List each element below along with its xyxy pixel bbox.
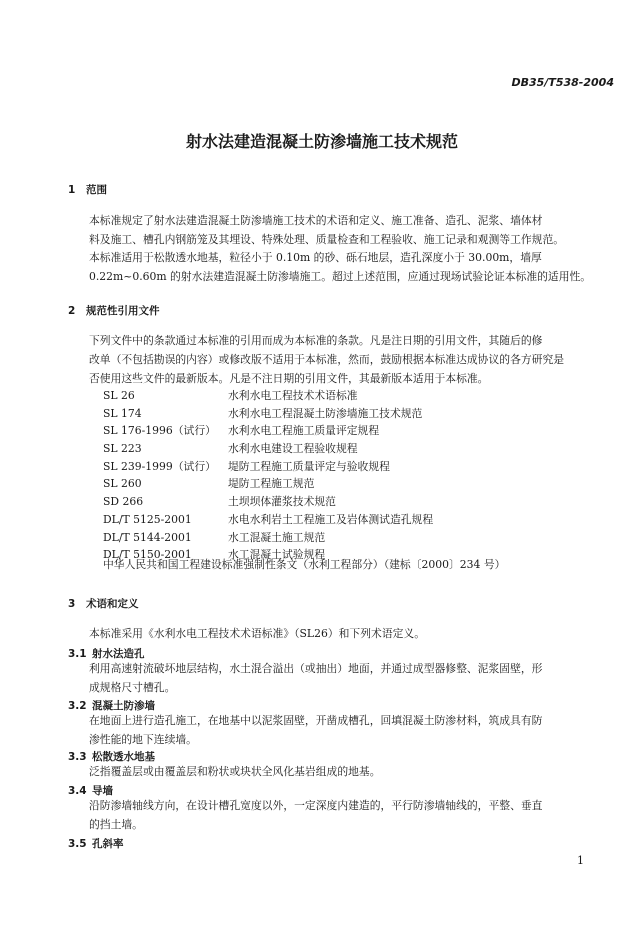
- text-line: 成规格尺寸槽孔。: [89, 681, 176, 694]
- reference-title: 水电水利岩土工程施工及岩体测试造孔规程: [228, 512, 434, 526]
- section-number: 3: [68, 598, 76, 610]
- reference-row: [103, 422, 433, 440]
- text-line: 本标准适用于松散透水地基，粒径小于 0.10m 的砂、砾石地层，造孔深度小于 30.00m，墙厚: [89, 251, 542, 264]
- page-number: 1: [577, 854, 584, 867]
- section-title: 规范性引用文件: [86, 305, 160, 317]
- reference-row: [103, 458, 433, 476]
- section-2-heading: [68, 303, 160, 318]
- section-number: 1: [68, 184, 76, 196]
- term-title: 孔斜率: [92, 838, 124, 850]
- reference-code: DL/T 5150-2001: [103, 548, 192, 562]
- section-title: 范围: [86, 184, 107, 196]
- term-title: 导墙: [92, 785, 113, 797]
- text-line: 泛指覆盖层或由覆盖层和粉状或块状全风化基岩组成的地基。: [89, 765, 381, 778]
- term-3-2-definition: [68, 711, 612, 749]
- term-number: 3.3: [68, 751, 87, 763]
- text-line: 渗性能的地下连续墙。: [89, 733, 197, 746]
- text-line: 沿防渗墙轴线方向，在设计槽孔宽度以外，一定深度内建造的，平行防渗墙轴线的，平整、垂直: [89, 799, 543, 812]
- section-title: 术语和定义: [86, 598, 139, 610]
- standard-code: DB35/T538-2004: [511, 76, 614, 89]
- reference-row: [103, 405, 433, 423]
- term-title: 松散透水地基: [92, 751, 155, 763]
- section-3-heading: [68, 596, 139, 611]
- term-title: 混凝土防渗墙: [92, 700, 155, 712]
- section-1-paragraph-1: [68, 211, 612, 249]
- text-line: 的挡土墙。: [89, 818, 143, 831]
- mandatory-provisions-reference: 中华人民共和国工程建设标准强制性条文（水利工程部分）（建标〔2000〕234 号）: [103, 558, 506, 571]
- reference-code: SL 223: [103, 442, 142, 456]
- reference-code: SD 266: [103, 495, 144, 509]
- text-line: 本标准规定了射水法建造混凝土防渗墙施工技术的术语和定义、施工准备、造孔、泥浆、墙体材: [89, 214, 543, 227]
- reference-code: SL 260: [103, 477, 142, 491]
- text-line: 在地面上进行造孔施工，在地基中以泥浆固壁，开凿成槽孔，回填混凝土防渗材料，筑成具有防: [89, 714, 543, 727]
- reference-title: 水工混凝土试验规程: [228, 548, 326, 562]
- reference-row: [103, 529, 433, 547]
- text-line: 0.22m~0.60m 的射水法建造混凝土防渗墙施工。超过上述范围，应通过现场试验论证本标准的适用性。: [89, 270, 592, 283]
- text-line: 下列文件中的条款通过本标准的引用而成为本标准的条款。凡是注日期的引用文件，其随后的修: [89, 334, 543, 347]
- term-3-4-definition: [68, 796, 612, 834]
- section-2-paragraph: [68, 331, 612, 388]
- term-number: 3.4: [68, 785, 87, 797]
- reference-row: [103, 440, 433, 458]
- reference-code: SL 176-1996（试行）: [103, 424, 216, 438]
- reference-title: 堤防工程施工质量评定与验收规程: [228, 459, 390, 473]
- section-1-paragraph-2: [68, 248, 612, 286]
- term-3-5-heading: [68, 836, 124, 851]
- reference-code: SL 174: [103, 406, 142, 420]
- reference-title: 水利水电工程施工质量评定规程: [228, 424, 380, 438]
- section-3-intro: [68, 624, 612, 643]
- text-line: 否使用这些文件的最新版本。凡是不注日期的引用文件，其最新版本适用于本标准。: [89, 372, 489, 385]
- term-3-1-definition: [68, 659, 612, 697]
- normative-references-list: [103, 387, 433, 564]
- page-title: 射水法建造混凝土防渗墙施工技术规范: [185, 132, 458, 151]
- term-3-3-definition: [68, 762, 612, 781]
- term-number: 3.5: [68, 838, 87, 850]
- text-line: 本标准采用《水利水电工程技术术语标准》（SL26）和下列术语定义。: [89, 627, 426, 640]
- reference-title: 土坝坝体灌浆技术规范: [228, 495, 336, 509]
- reference-code: DL/T 5144-2001: [103, 530, 192, 544]
- term-number: 3.2: [68, 700, 87, 712]
- reference-code: SL 26: [103, 389, 135, 402]
- section-number: 2: [68, 305, 76, 317]
- reference-code: DL/T 5125-2001: [103, 512, 192, 526]
- reference-title: 堤防工程施工规范: [228, 477, 315, 491]
- reference-row: [103, 475, 433, 493]
- text-line: 利用高速射流破坏地层结构，水土混合溢出（或抽出）地面，并通过成型器修整、泥浆固壁，形: [89, 662, 543, 675]
- reference-row: [103, 511, 433, 529]
- reference-row: [103, 493, 433, 511]
- reference-title: 水利水电工程技术术语标准: [228, 389, 358, 402]
- reference-title: 水利水电建设工程验收规程: [228, 442, 358, 456]
- reference-code: SL 239-1999（试行）: [103, 459, 216, 473]
- reference-title: 水利水电工程混凝土防渗墙施工技术规范: [228, 406, 423, 420]
- reference-title: 水工混凝土施工规范: [228, 530, 326, 544]
- section-1-heading: [68, 182, 107, 197]
- text-line: 改单（不包括勘误的内容）或修改版不适用于本标准，然而，鼓励根据本标准达成协议的各方研究是: [89, 353, 565, 366]
- text-line: 料及施工、槽孔内钢筋笼及其埋设、特殊处理、质量检查和工程验收、施工记录和观测等工作规范。: [89, 233, 565, 246]
- reference-row: [103, 387, 433, 405]
- term-number: 3.1: [68, 648, 87, 660]
- term-title: 射水法造孔: [92, 648, 145, 660]
